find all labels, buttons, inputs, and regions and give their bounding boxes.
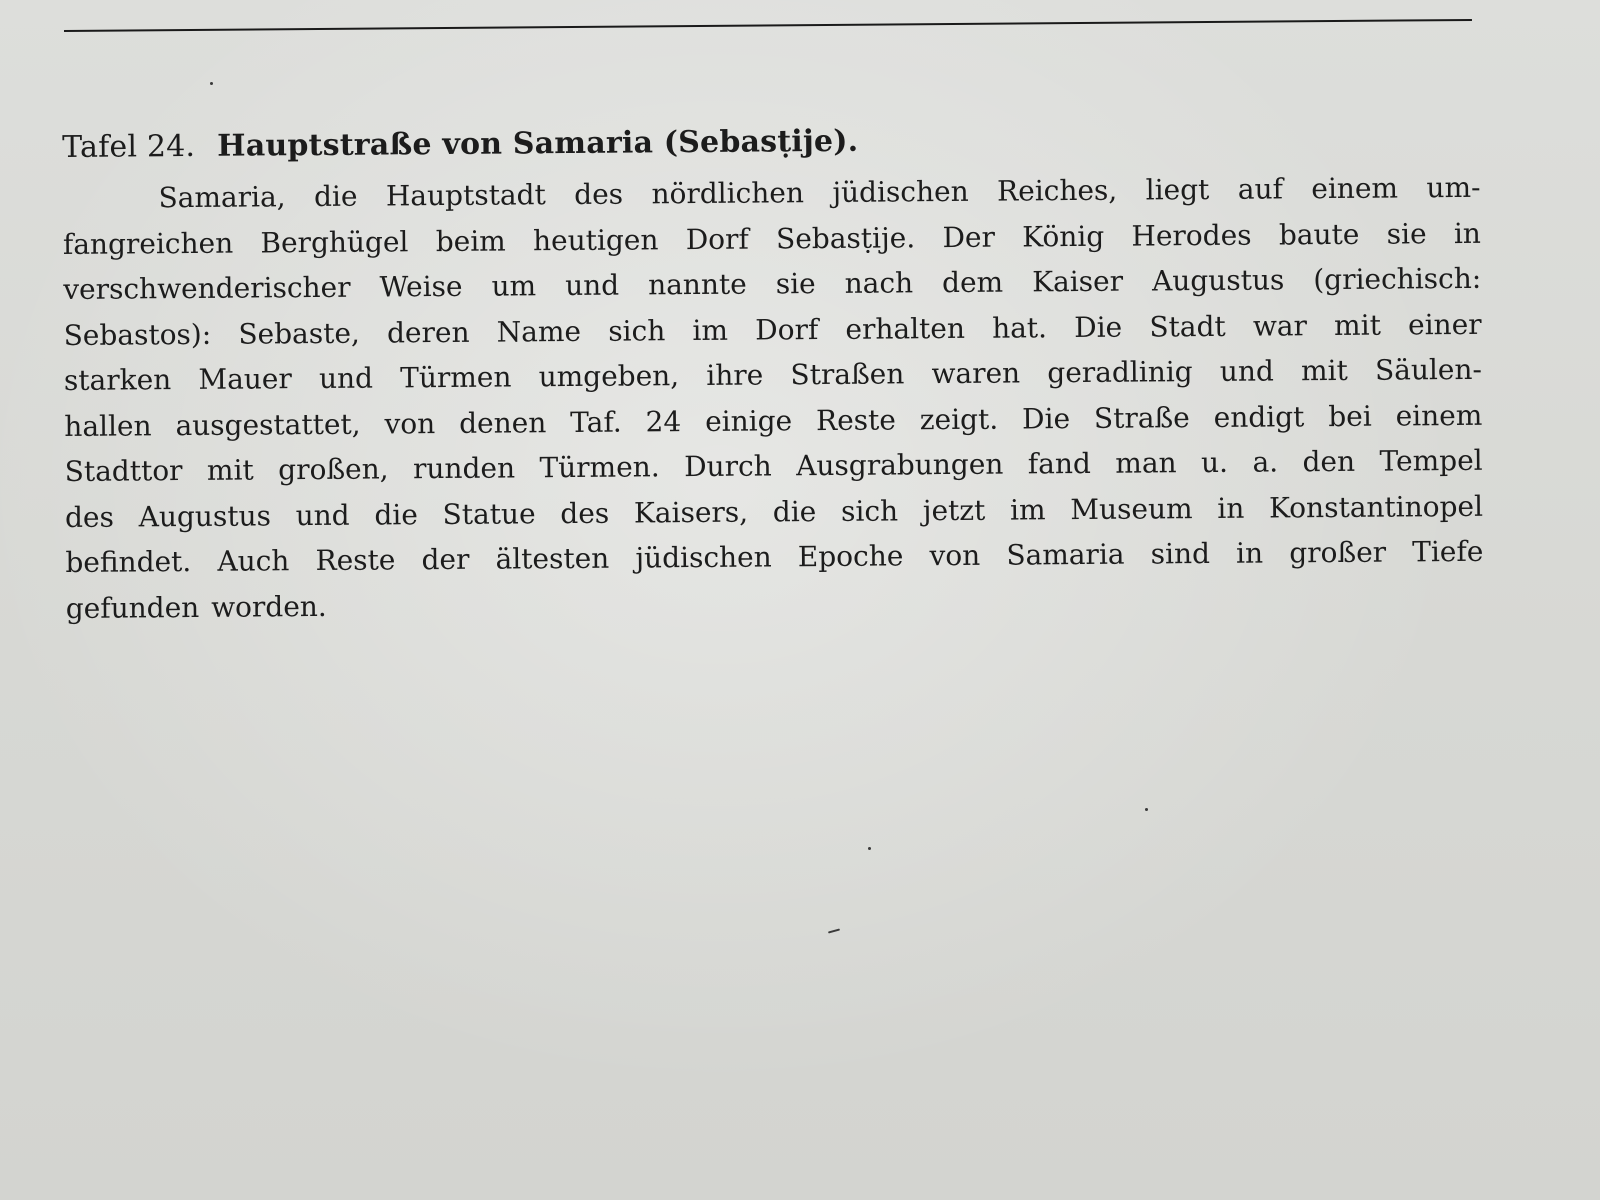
- paper-speck: [210, 82, 213, 85]
- plate-heading: [62, 117, 1480, 168]
- paper-speck: [828, 928, 840, 933]
- paragraph-line: des Augustus und die Statue des Kaisers, die sich jetzt im Museum in Konstantinopel: [64, 489, 1484, 534]
- paragraph-line: Stadttor mit großen, runden Türmen. Durch Ausgrabungen fand man u. a. den Tempel: [64, 443, 1483, 488]
- paper-speck: [1145, 808, 1148, 811]
- plate-description: [62, 117, 1484, 631]
- paragraph-line: Samaria, die Hauptstadt des nördlichen jüdischen Reiches, liegt auf einem um-: [158, 170, 1481, 215]
- paragraph-line: starken Mauer und Türmen umgeben, ihre Straßen waren geradlinig und mit Säulen-: [63, 352, 1483, 397]
- plate-number: Tafel 24.: [62, 128, 196, 165]
- top-rule: [64, 19, 1472, 32]
- plate-title: Hauptstraße von Samaria (Sebasṭije).: [217, 123, 859, 164]
- paragraph-line: fangreichen Berghügel beim heutigen Dorf Sebasṭije. Der König Herodes baute sie in: [62, 216, 1481, 261]
- description-paragraph: [62, 165, 1484, 631]
- paragraph-line: befindet. Auch Reste der ältesten jüdischen Epoche von Samaria sind in großer Tiefe: [65, 534, 1484, 579]
- paragraph-line: verschwenderischer Weise um und nannte sie nach dem Kaiser Augustus (griechisch:: [63, 261, 1482, 306]
- paper-speck: [868, 847, 871, 850]
- paragraph-line: hallen ausgestattet, von denen Taf. 24 einige Reste zeigt. Die Straße endigt bei einem: [64, 398, 1483, 443]
- paragraph-line: gefunden worden.: [65, 589, 327, 625]
- paragraph-line: Sebastos): Sebaste, deren Name sich im Dorf erhalten hat. Die Stadt war mit einer: [63, 307, 1482, 352]
